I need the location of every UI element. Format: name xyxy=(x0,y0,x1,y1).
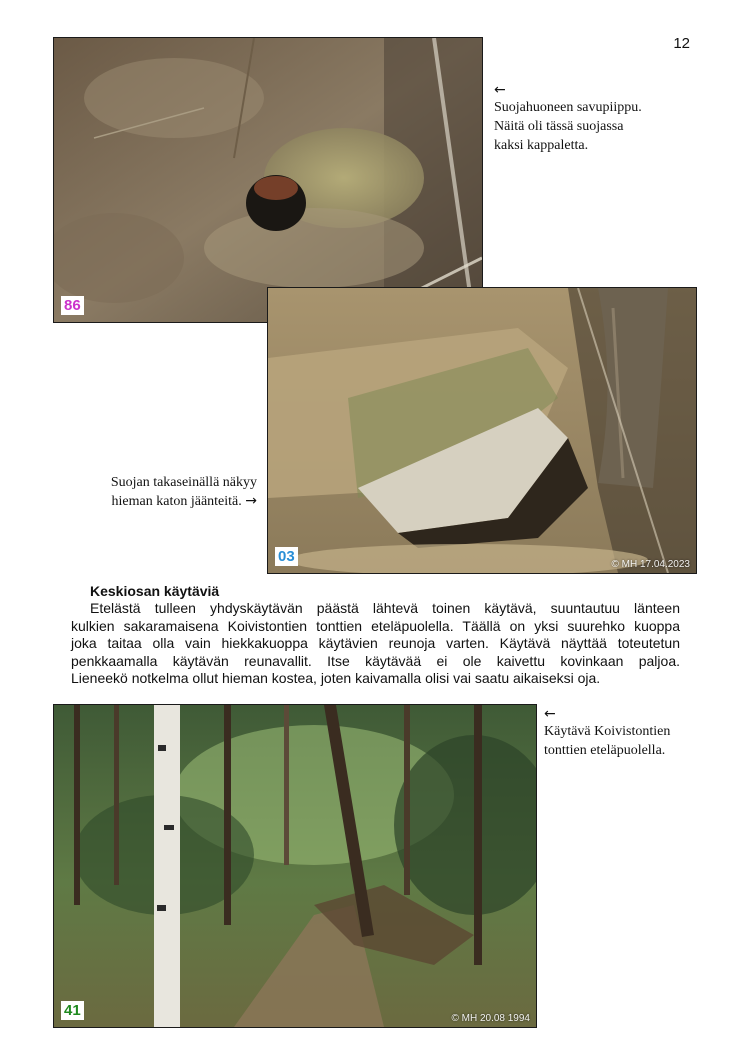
photo-number: 41 xyxy=(61,1001,84,1020)
photo-trench-path-image xyxy=(54,705,536,1027)
photo-roof-remains xyxy=(267,287,697,574)
caption-roof-remains xyxy=(90,473,257,511)
photo-number: 86 xyxy=(61,296,84,315)
photo-chimney-image xyxy=(54,38,482,322)
arrow-right-icon: → xyxy=(245,493,257,509)
caption-trench-path xyxy=(544,706,670,760)
photo-chimney xyxy=(53,37,483,323)
photo-credit: © MH 17.04.2023 xyxy=(611,559,690,570)
arrow-left-icon: ← xyxy=(494,82,506,98)
page-number: 12 xyxy=(673,35,690,52)
body-line: joka taitaa olla vain hiekkakuoppa käytävien reunoja varten. Käytävä näyttää toteutetun xyxy=(71,635,680,651)
photo-roof-remains-image xyxy=(268,288,696,573)
photo-number: 03 xyxy=(275,547,298,566)
caption-chimney xyxy=(494,82,642,155)
caption-line: Näitä oli tässä suojassa xyxy=(494,119,624,134)
section-body xyxy=(71,600,680,688)
caption-line: tonttien eteläpuolella. xyxy=(544,743,666,758)
photo-credit: © MH 20.08 1994 xyxy=(451,1013,530,1024)
body-line: Etelästä tulleen yhdyskäytävän päästä lähtevä toinen käytävä, suuntautuu länteen xyxy=(90,600,680,616)
body-line: Lieneekö notkelma ollut hieman kostea, joten kaivamalla olisi vai saatu aikaiseksi oja. xyxy=(71,670,601,686)
body-line: penkkaamalla käytävän reunavallit. Itse käytävää ei ole kaivettu kovinkaan paljoa. xyxy=(71,652,680,669)
body-line: kulkien sakaramaisena Koivistontien tonttien eteläpuolella. Täällä on yksi suurehko kuoppa xyxy=(71,617,680,634)
caption-line: Suojan takaseinällä näkyy xyxy=(110,475,257,490)
caption-line: Suojahuoneen savupiippu. xyxy=(494,100,642,115)
section-heading: Keskiosan käytäviä xyxy=(90,583,220,599)
arrow-left-icon: ← xyxy=(544,706,556,722)
caption-line: Käytävä Koivistontien xyxy=(544,724,671,739)
caption-line: kaksi kappaletta. xyxy=(494,138,589,153)
caption-line: hieman katon jäänteitä. xyxy=(111,494,242,509)
photo-trench-path xyxy=(53,704,537,1028)
